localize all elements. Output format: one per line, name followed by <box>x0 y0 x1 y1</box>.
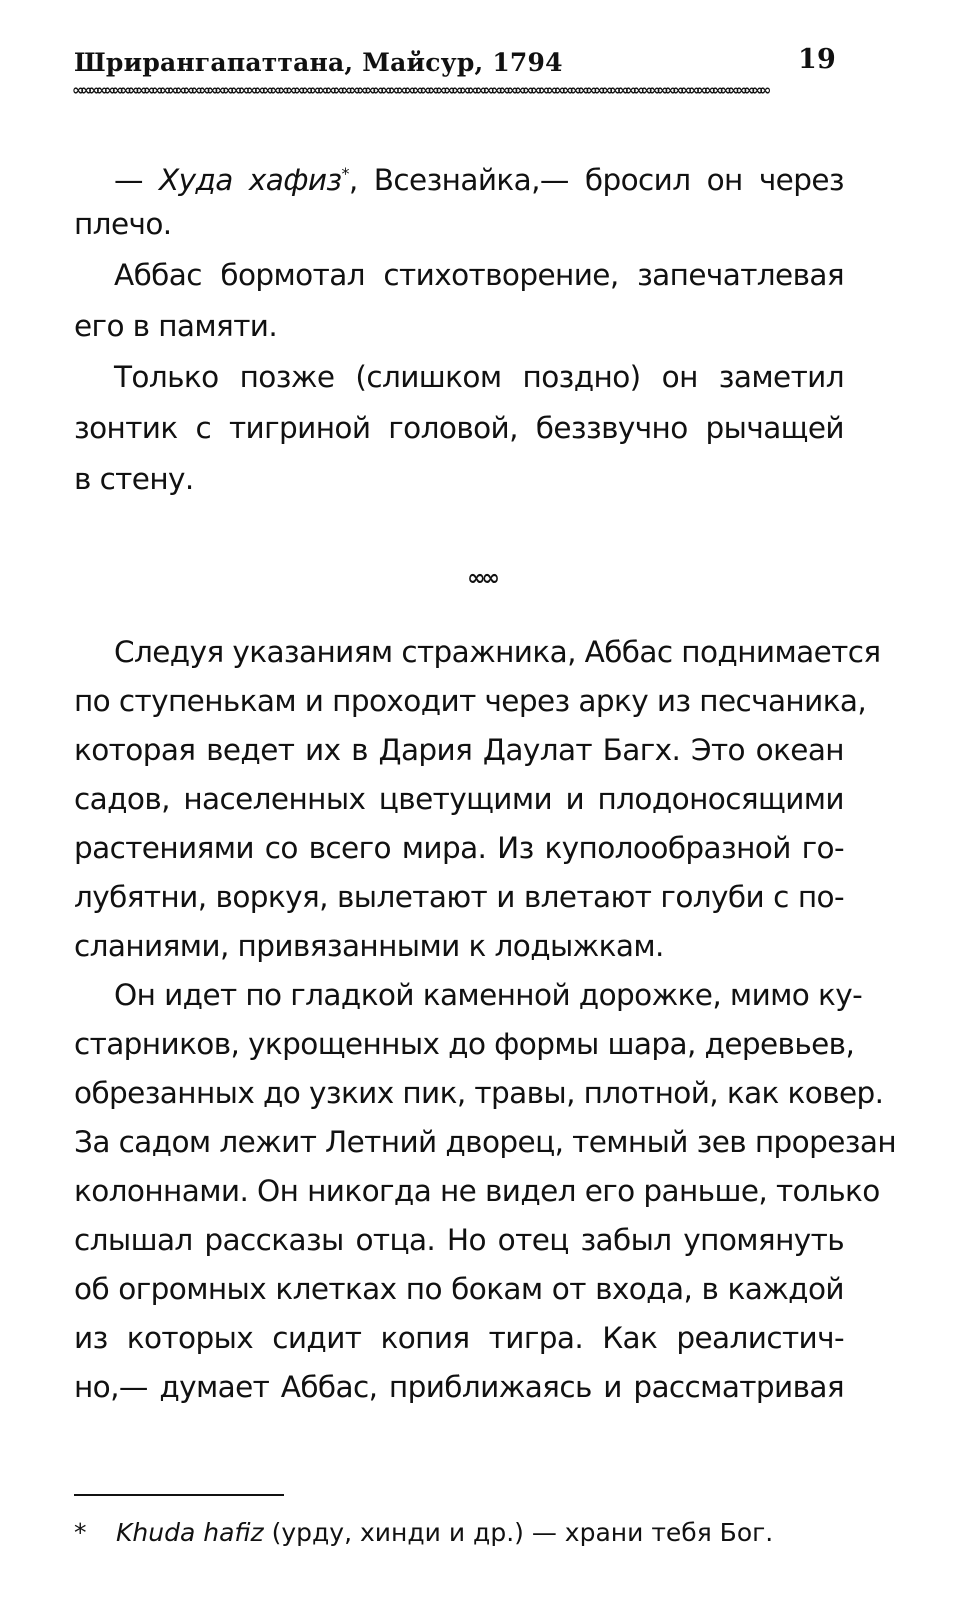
running-header <box>74 40 844 80</box>
paragraph-1-rest: , Всезнайка,— бросил он через <box>348 162 844 197</box>
text-line: слышал рассказы отца. Но отец забыл упомянуть <box>74 1223 844 1257</box>
text-line: по ступенькам и проходит через арку из песчаника, <box>74 684 867 718</box>
text-line: сланиями, привязанными к лодыжкам. <box>74 929 664 963</box>
paragraph-1-line-1 <box>74 148 844 199</box>
text-line: растениями со всего мира. Из куполообразной го- <box>74 831 844 865</box>
text-block-1 <box>74 148 844 505</box>
page-number: 19 <box>798 44 836 75</box>
text-block-2 <box>74 628 897 1412</box>
text-line: лубятни, воркуя, вылетают и влетают голуби с по- <box>74 880 844 914</box>
text-line: об огромных клетках по бокам от входа, в каждой <box>74 1272 844 1306</box>
footnote-mark: * <box>74 1518 87 1547</box>
dash: — <box>114 162 160 197</box>
footnote <box>74 1518 874 1547</box>
text-line: но,— думает Аббас, приближаясь и рассматривая <box>74 1370 844 1404</box>
paragraph-1-line-2: плечо. <box>74 207 172 241</box>
text-line: Следуя указаниям стражника, Аббас поднимается <box>114 635 881 669</box>
paragraph-3-line-2: зонтик с тигриной головой, беззвучно рычащей <box>74 411 844 445</box>
text-line: Он идет по гладкой каменной дорожке, мимо ку- <box>114 978 863 1012</box>
footnote-ref: * <box>341 164 349 183</box>
text-line: колоннами. Он никогда не видел его раньше, только <box>74 1174 880 1208</box>
footnote-text: (урду, хинди и др.) — храни тебя Бог. <box>263 1518 774 1547</box>
paragraph-3-line-3: в стену. <box>74 462 194 496</box>
footnote-rule <box>74 1494 284 1496</box>
paragraph-2-line-2: его в памяти. <box>74 309 278 343</box>
header-ornament: ∞∞∞∞∞∞∞∞∞∞∞∞∞∞∞∞∞∞∞∞∞∞∞∞∞∞∞∞∞∞∞∞∞∞∞∞∞∞∞∞∞∞∞∞∞∞∞∞∞∞∞∞∞∞∞∞∞∞∞∞∞∞∞∞∞∞∞∞∞∞∞∞∞∞∞∞∞∞∞∞∞∞∞∞∞∞∞∞ <box>72 82 767 98</box>
paragraph-3-line-1: Только позже (слишком поздно) он заметил <box>114 360 844 394</box>
italic-phrase: Худа хафиз <box>159 162 342 197</box>
paragraph-2-line-1: Аббас бормотал стихотворение, запечатлевая <box>114 258 844 292</box>
running-title: Шрирангапаттана, Майсур, 1794 <box>74 48 563 77</box>
text-line: из которых сидит копия тигра. Как реалистич- <box>74 1321 844 1355</box>
section-separator: ∞∞ <box>467 566 496 591</box>
text-line: За садом лежит Летний дворец, темный зев прорезан <box>74 1125 897 1159</box>
text-line: старников, укрощенных до формы шара, деревьев, <box>74 1027 855 1061</box>
text-line: обрезанных до узких пик, травы, плотной, как ковер. <box>74 1076 884 1110</box>
text-line: которая ведет их в Дария Даулат Багх. Это океан <box>74 733 844 767</box>
text-line: садов, населенных цветущими и плодоносящими <box>74 782 844 816</box>
footnote-term: Khuda hafiz <box>116 1518 264 1547</box>
